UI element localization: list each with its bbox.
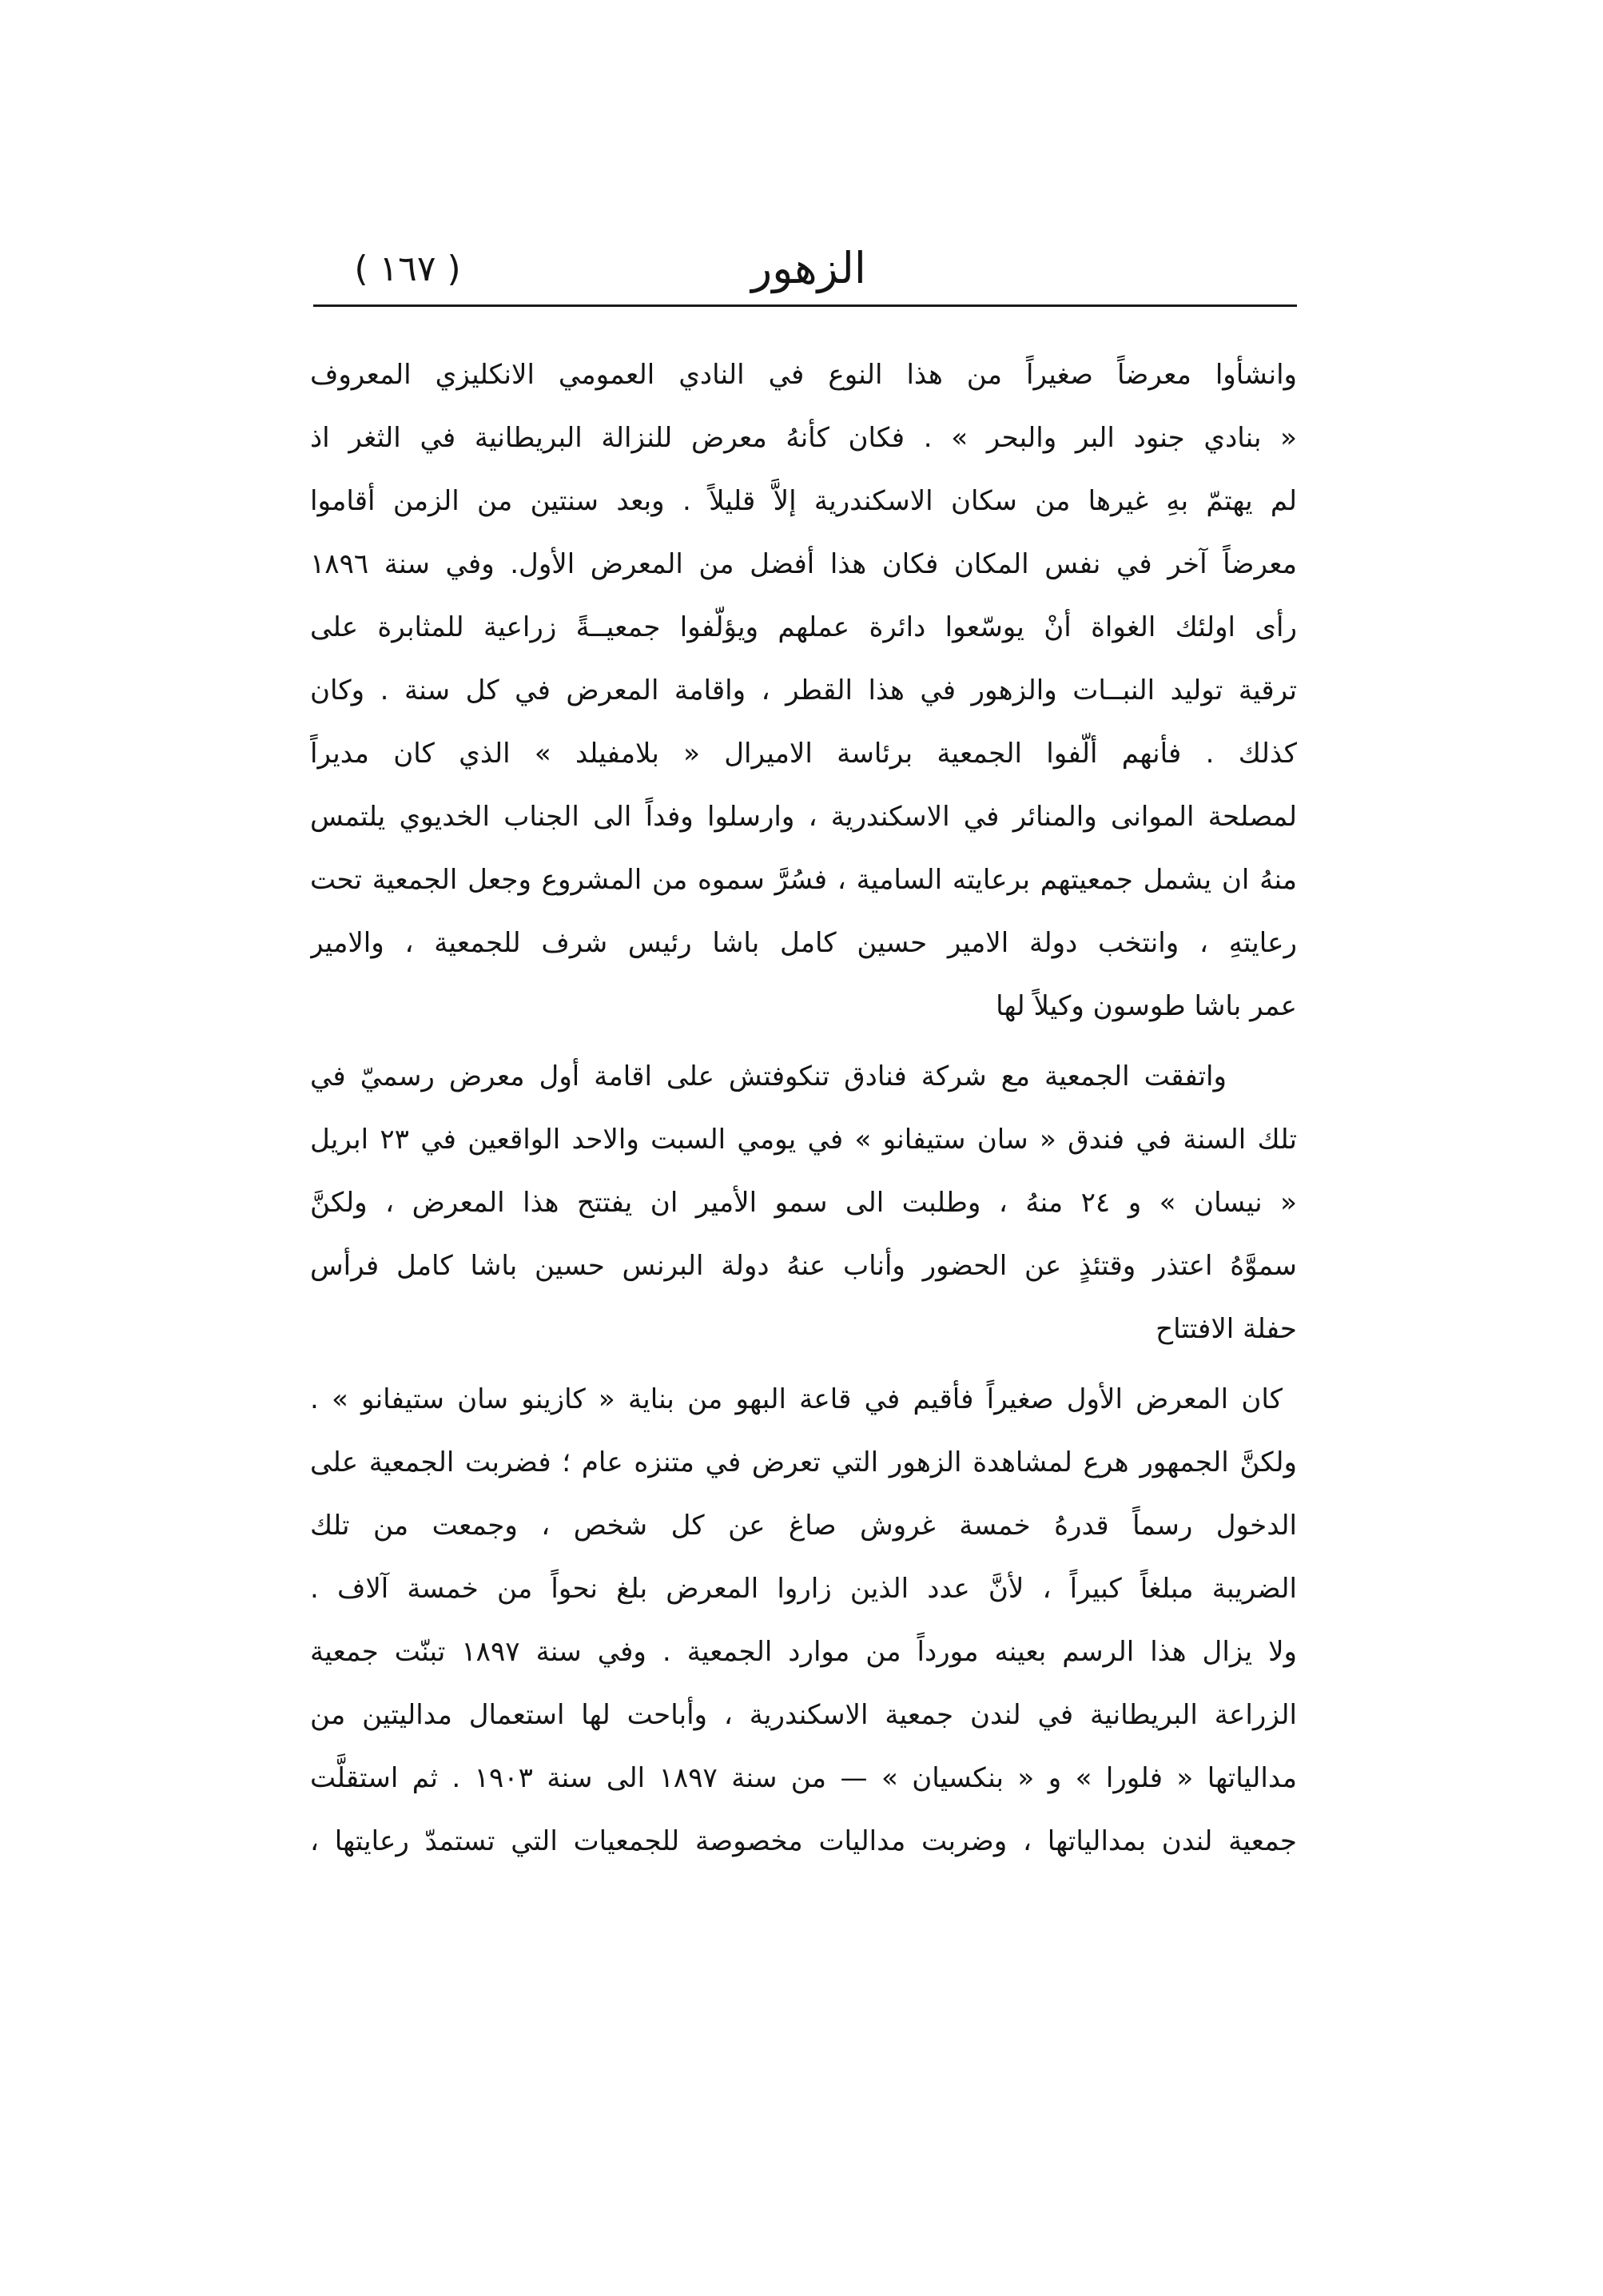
text-line: عمر باشا طوسون وكيلاً لها (996, 990, 1297, 1022)
paragraph (310, 1368, 1297, 1873)
text-line: وانشأوا معرضاً صغيراً من هذا النوع في النادي العمومي الانكليزي المعروف (310, 359, 1297, 391)
text-line: معرضاً آخر في نفس المكان فكان هذا أفضل من المعرض الأول. وفي سنة ١٨٩٦ (310, 548, 1297, 580)
text-line: رعايتهِ ، وانتخب دولة الامير حسين كامل باشا رئيس شرف للجمعية ، والامير (310, 927, 1297, 959)
header-rule (313, 304, 1297, 307)
text-line: الدخول رسماً قدرهُ خمسة غروش صاغ عن كل شخص ، وجمعت من تلك (310, 1510, 1297, 1542)
paragraph (310, 344, 1297, 1038)
text-line: حفلة الافتتاح (1156, 1313, 1297, 1345)
journal-title: الزهور (751, 243, 866, 293)
text-line: لم يهتمّ بهِ غيرها من سكان الاسكندرية إلاَّ قليلاً . وبعد سنتين من الزمن أقاموا (310, 485, 1297, 517)
text-line: لمصلحة الموانى والمنائر في الاسكندرية ، وارسلوا وفداً الى الجناب الخديوي يلتمس (310, 801, 1297, 833)
text-line: تلك السنة في فندق « سان ستيفانو » في يومي السبت والاحد الواقعين في ٢٣ ابريل (310, 1124, 1297, 1156)
text-line: ولكنَّ الجمهور هرع لمشاهدة الزهور التي تعرض في متنزه عام ؛ فضربت الجمعية على (310, 1446, 1297, 1478)
text-line: ولا يزال هذا الرسم بعينه مورداً من موارد الجمعية . وفي سنة ١٨٩٧ تبنّت جمعية (310, 1636, 1297, 1668)
text-line: مدالياتها « فلورا » و « بنكسيان » — من سنة ١٨٩٧ الى سنة ١٩٠٣ . ثم استقلَّت (310, 1762, 1297, 1794)
body-text (310, 344, 1297, 1873)
text-line: منهُ ان يشمل جمعيتهم برعايته السامية ، فسُرَّ سموه من المشروع وجعل الجمعية تحت (310, 864, 1297, 896)
text-line: واتفقت الجمعية مع شركة فنادق تنكوفتش على اقامة أول معرض رسميّ في (310, 1060, 1227, 1092)
text-line: سموَّهُ اعتذر وقتئذٍ عن الحضور وأناب عنهُ دولة البرنس حسين باشا كامل فرأس (310, 1250, 1297, 1282)
text-line: ترقية توليد النبــات والزهور في هذا القطر ، واقامة المعرض في كل سنة . وكان (310, 674, 1297, 706)
text-line: جمعية لندن بمدالياتها ، وضربت مداليات مخصوصة للجمعيات التي تستمدّ رعايتها ، (310, 1825, 1297, 1857)
text-line: « نيسان » و ٢٤ منهُ ، وطلبت الى سمو الأمير ان يفتتح هذا المعرض ، ولكنَّ (310, 1187, 1297, 1219)
page-number: ( ١٦٧ ) (354, 249, 461, 289)
text-line: الزراعة البريطانية في لندن جمعية الاسكندرية ، وأباحت لها استعمال مداليتين من (310, 1699, 1297, 1731)
text-line: الضريبة مبلغاً كبيراً ، لأنَّ عدد الذين زاروا المعرض بلغ نحواً من خمسة آلاف . (310, 1573, 1297, 1605)
text-line: كان المعرض الأول صغيراً فأقيم في قاعة البهو من بناية « كازينو سان ستيفانو » . (310, 1383, 1283, 1415)
paragraph (310, 1045, 1297, 1361)
text-line: كذلك . فأنهم ألّفوا الجمعية برئاسة الاميرال « بلامفيلد » الذي كان مديراً (310, 738, 1297, 770)
text-line: « بنادي جنود البر والبحر » . فكان كأنهُ معرض للنزالة البريطانية في الثغر اذ (310, 422, 1297, 454)
text-line: رأى اولئك الغواة أنْ يوسّعوا دائرة عملهم ويؤلّفوا جمعيــةً زراعية للمثابرة على (310, 611, 1297, 643)
